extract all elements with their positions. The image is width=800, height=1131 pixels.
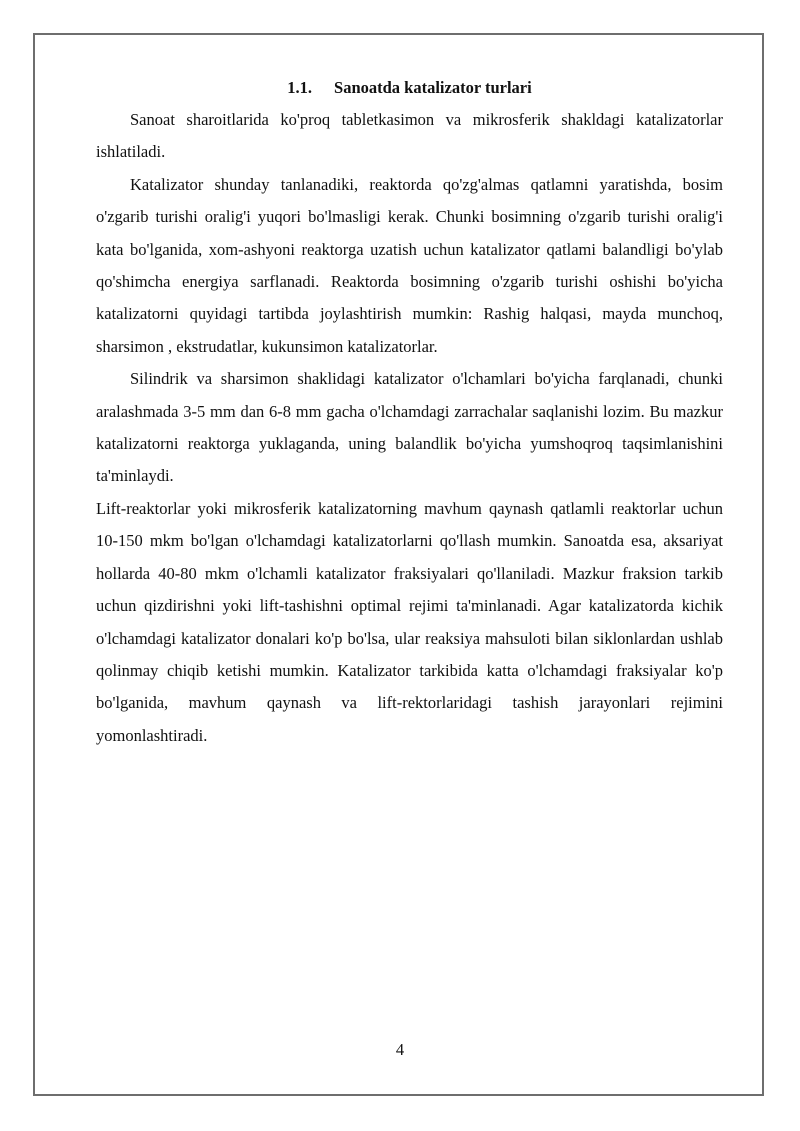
page-number: 4 [395,1040,405,1059]
document-body [96,72,723,752]
section-number: 1.1. [287,78,313,97]
paragraph-2: Katalizator shunday tanlanadiki, reaktorda qo'zg'almas qatlamni yaratishda, bosim o'zgarib turishi oralig'i yuqori bo'lmasligi kerak. Chunki bosimning o'zgarib turishi oralig'i kata bo'lganida, xom-ashyoni reaktorga uzatish uchun katalizator qatlami balandligi bo'ylab qo'shimcha energiya sarflanadi. Reaktorda bosimning o'zgarib turishi oshishi bo'yicha katalizatorni quyidagi tartibda joylashtirish mumkin: Rashig halqasi, mayda munchoq, sharsimon , ekstrudatlar, kukunsimon katalizatorlar. [96,174,723,356]
paragraph-4: Lift-reaktorlar yoki mikrosferik katalizatorning mavhum qaynash qatlamli reaktorlar uchun 10-150 mkm bo'lgan o'lchamdagi katalizatorlarni qo'llash mumkin. Sanoatda esa, aksariyat hollarda 40-80 mkm o'lchamli katalizator fraksiyalari qo'llaniladi. Mazkur fraksion tarkib uchun qizdirishni yoki lift-tashishni optimal rejimi ta'minlanadi. Agar katalizatorda kichik o'lchamdagi katalizator donalari ko'p bo'lsa, ular reaksiya mahsuloti bilan siklonlardan ushlab qolinmay chiqib ketishi mumkin. Katalizator tarkibida katta o'lchamdagi fraksiyalar ko'p bo'lganida, mavhum qaynash va lift-rektorlaridagi tashish jarayonlari rejimini yomonlashtiradi. [96,498,723,745]
section-title: Sanoatda katalizator turlari [334,78,532,97]
paragraph-3: Silindrik va sharsimon shaklidagi katalizator o'lchamlari bo'yicha farqlanadi, chunki aralashmada 3-5 mm dan 6-8 mm gacha o'lchamdagi zarrachalar saqlanishi lozim. Bu mazkur katalizatorni reaktorga yuklaganda, uning balandlik bo'yicha yumshoqroq taqsimlanishini ta'minlaydi. [96,369,723,486]
paragraph-1: Sanoat sharoitlarida ko'proq tabletkasimon va mikrosferik shakldagi katalizatorlar ishlatiladi. [96,110,723,162]
section-heading [96,72,723,104]
